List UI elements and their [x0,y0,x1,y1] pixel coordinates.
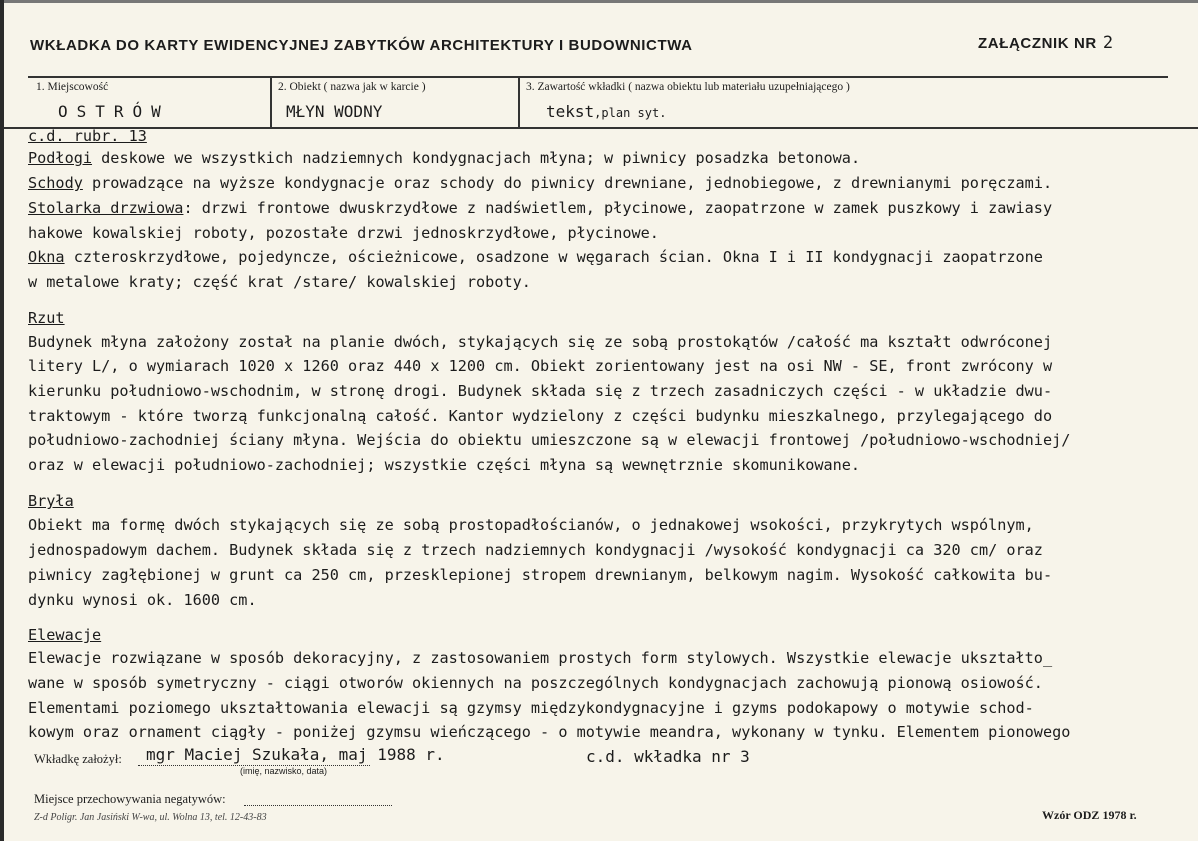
place-value: OSTRÓW [58,102,170,121]
body-line-04 [28,197,1052,219]
heading-bryla: Bryła [28,492,74,510]
body-line-13: oraz w elewacji południowo-zachodniej; wszystkie części młyna są wewnętrznie skomunikowane. [28,456,861,474]
text-stolarka: : drzwi frontowe dwuskrzydłowe z nadświetlem, płycinowe, zaopatrzone w zamek puszkowy i zawiasy [183,199,1053,217]
text-schody: prowadzące na wyższe kondygnacje oraz schody do piwnicy drewniane, jednobiegowe, z drewnianymi poręczami. [82,174,1053,192]
column-divider-2 [518,76,520,128]
body-line-05: hakowe kowalskiej roboty, pozostałe drzwi jednoskrzydłowe, płycinowe. [28,224,659,242]
object-label: 2. Obiekt ( nazwa jak w karcie ) [278,81,426,93]
body-line-07: w metalowe kraty; część krat /stare/ kowalskiej roboty. [28,273,531,291]
storage-label: Miejsce przechowywania negatywów: [34,792,226,806]
author-label: Wkładkę założył: [34,752,122,766]
heading-schody: Schody [28,174,83,192]
body-line-08: Budynek młyna założony został na planie dwóch, stykających się ze sobą prostokątów /całość ma kształt odwróconej [28,333,1053,351]
content-value-text: tekst [546,102,595,121]
heading-elewacje: Elewacje [28,626,102,644]
place-label: 1. Miejscowość [36,81,109,93]
column-divider-1 [270,76,272,128]
author-hint: (imię, nazwisko, data) [240,766,328,776]
author-value: mgr Maciej Szukała, maj 1988 r. [146,745,445,764]
body-line-16: piwnicy zagłębionej w grunt ca 250 cm, przesklepionej stropem drewnianym, belkowym nagim. Wysokość całkowita bu- [28,566,1053,584]
body-line-21: kowym oraz ornament ciągły - poniżej gzymsu wieńczącego - o motywie meandra, wykonany w tynku. Elementem pionowego [28,723,1071,741]
body-line-19: wane w sposób symetryczny - ciągi otworów okiennych na poszczególnych kondygnacjach zachowują pionową osiowość. [28,674,1043,692]
body-line-14: Obiekt ma formę dwóch stykających się ze sobą prostopadłościanów, o jednakowej wsokości, przykrytych wspólnym, [28,516,1034,534]
storage-dotted-line [244,805,392,806]
heading-podlogi: Podłogi [28,149,93,167]
content-value [546,102,666,121]
body-line-02 [28,147,860,169]
content-value-plan: ,plan syt. [594,106,667,120]
heading-rzut: Rzut [28,309,65,327]
text-okna: czteroskrzydłowe, pojedyncze, ościeżnicowe, osadzone w węgarach ścian. Okna I i II kondygnacji zaopatrzone [64,248,1043,266]
body-line-03 [28,172,1052,194]
body-line-18: Elewacje rozwiązane w sposób dekoracyjny, z zastosowaniem prostych form stylowych. Wszystkie elewacje ukształto_ [28,649,1053,667]
object-value: MŁYN WODNY [286,102,383,121]
body-line-12: południowo-zachodniej ściany młyna. Wejścia do obiektu umieszczone są w elewacji frontowej /południowo-wschodniej/ [28,431,1071,449]
printer-imprint: Z-d Poligr. Jan Jasiński W-wa, ul. Wolna 13, tel. 12-43-83 [34,812,267,823]
body-line-06 [28,246,1043,268]
card-title: WKŁADKA DO KARTY EWIDENCYJNEJ ZABYTKÓW ARCHITEKTURY I BUDOWNICTWA [30,37,693,54]
body-line-11: traktowym - które tworzą funkcjonalną całość. Kantor wydzielony z części budynku mieszkalnego, przylegającego do [28,407,1053,425]
body-line-15: jednospadowym dachem. Budynek składa się z trzech nadziemnych kondygnacji /wysokość kondygnacji ca 320 cm/ oraz [28,541,1043,559]
body-line-01 [28,125,147,147]
heading-stolarka: Stolarka drzwiowa [28,199,184,217]
body-line-17: dynku wynosi ok. 1600 cm. [28,591,257,609]
body-line-20: Elementami poziomego ukształtowania elewacji są gzymsy międzykondygnacyjne i gzyms podokapowy o motywie schod- [28,699,1034,717]
header-rule-top [28,76,1168,78]
body-line-09: litery L/, o wymiarach 1020 x 1260 oraz 440 x 1200 cm. Obiekt zorientowany jest na osi NW - SE, front zwrócony w [28,357,1053,375]
content-label: 3. Zawartość wkładki ( nazwa obiektu lub materiału uzupełniającego ) [526,81,850,93]
body-line-10: kierunku południowo-wschodnim, w stronę drogi. Budynek składa się z trzech zasadniczych części - w układzie dwu- [28,382,1053,400]
header-rule-bottom [4,127,1198,129]
form-code: Wzór ODZ 1978 r. [1042,808,1137,822]
annex-label-text: ZAŁĄCZNIK NR [978,35,1097,52]
text-podlogi: deskowe we wszystkich nadziemnych kondygnacjach młyna; w piwnicy posadzka betonowa. [92,149,861,167]
annex-number: 2 [1102,33,1114,53]
heading-okna: Okna [28,248,65,266]
continuation-note: c.d. wkładka nr 3 [586,747,750,766]
annex-label [978,33,1114,53]
continuation-ref: c.d. rubr. 13 [28,127,147,145]
top-edge [4,0,1198,3]
